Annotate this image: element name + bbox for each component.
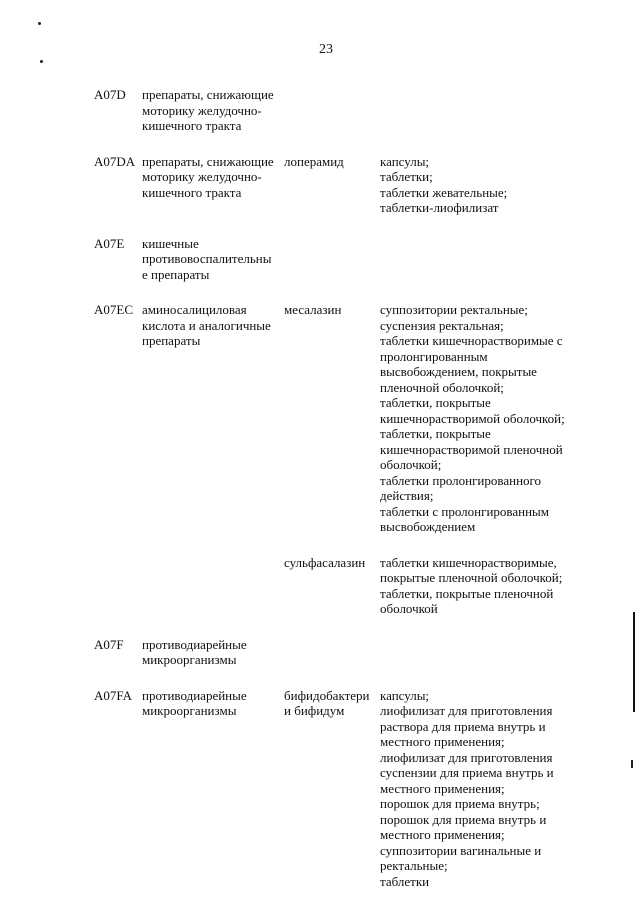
- pharmacological-group: препараты, снижающие моторику желудочно- кишечного тракта: [142, 153, 274, 200]
- atc-code: A07E: [94, 235, 125, 251]
- pharmacological-group: противодиарейные микроорганизмы: [142, 687, 247, 718]
- drug-name: лоперамид: [284, 153, 344, 169]
- drug-name: бифидобактери и бифидум: [284, 687, 370, 718]
- table-row: [92, 154, 612, 216]
- scan-speck: [631, 760, 633, 768]
- scan-speck: [40, 60, 43, 63]
- pharmacological-group: противодиарейные микроорганизмы: [142, 636, 247, 667]
- dosage-forms: капсулы; лиофилизат для приготовления раствора для приема внутрь и местного применения; лиофилизат для приготовления суспензии для приема внутрь и местного применения; порошок для приема внутрь; порошок для приема внутрь и местного применения; суппозитории вагинальные и ректальные; таблетки: [380, 687, 554, 889]
- pharmacological-group: препараты, снижающие моторику желудочно- кишечного тракта: [142, 87, 274, 133]
- table-row: [92, 87, 612, 134]
- drug-name: месалазин: [284, 302, 342, 317]
- pharmacological-group: аминосалициловая кислота и аналогичные препараты: [142, 302, 271, 348]
- table-row: [92, 236, 612, 283]
- atc-code: A07EC: [94, 302, 133, 317]
- atc-code: A07FA: [94, 687, 133, 703]
- scan-edge-line: [633, 612, 635, 712]
- pharmacological-group: кишечные противовоспалительны е препараты: [142, 235, 272, 282]
- dosage-forms: капсулы; таблетки; таблетки жевательные; таблетки-лиофилизат: [380, 153, 508, 215]
- atc-code: A07DA: [94, 153, 136, 169]
- table-row: [92, 637, 612, 668]
- dosage-forms: суппозитории ректальные; суспензия ректальная; таблетки кишечнорастворимые с пролонгированным высвобождением, покрытые пленочной оболочкой; таблетки, покрытые кишечнорастворимой оболочкой; таблетки, покрытые кишечнорастворимой пленочной оболочкой; таблетки пролонгированного действия; таблетки с пролонгированным высвобождением: [380, 302, 565, 534]
- page-number: 23: [319, 42, 333, 57]
- table-row: [92, 688, 612, 890]
- drug-name: сульфасалазин: [284, 554, 366, 570]
- scan-speck: [38, 22, 41, 25]
- drug-classification-table: [92, 87, 612, 909]
- table-row: [92, 555, 612, 617]
- atc-code: A07F: [94, 636, 124, 652]
- dosage-forms: таблетки кишечнорастворимые, покрытые пленочной оболочкой; таблетки, покрытые пленочной оболочкой: [380, 554, 563, 616]
- table-row: [92, 302, 612, 535]
- atc-code: A07D: [94, 87, 126, 102]
